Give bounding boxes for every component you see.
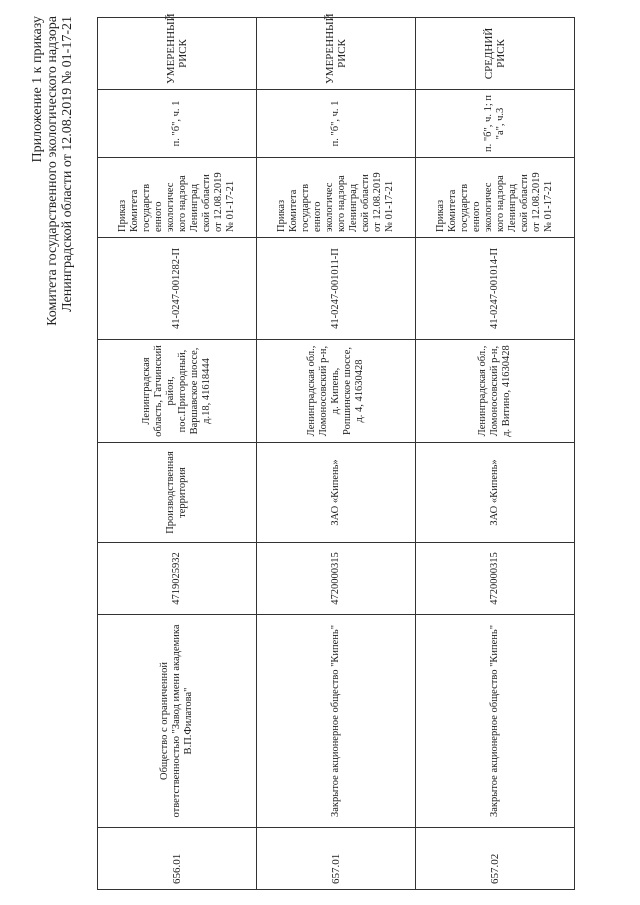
object-code: 41-0247-001011-П — [257, 238, 416, 340]
order-reference: Приказ Комитета государств енного экологичес кого надзора Ленинград ской области от 12.08.2019 № 01-17-21 — [257, 158, 416, 238]
row-number: 657.02 — [416, 828, 575, 890]
table-row — [416, 18, 575, 890]
risk-category: УМЕРЕННЫЙ РИСК — [257, 18, 416, 90]
header-line-2: Комитета государственного экологического надзора — [45, 16, 60, 326]
order-reference: Приказ Комитета государств енного экологичес кого надзора Ленинград ской области от 12.08.2019 № 01-17-21 — [416, 158, 575, 238]
row-number: 656.01 — [98, 828, 257, 890]
row-number: 657.01 — [257, 828, 416, 890]
risk-category: СРЕДНИЙ РИСК — [416, 18, 575, 90]
table-row — [257, 18, 416, 890]
registry-table — [97, 13, 575, 890]
object-name: ЗАО «Кипень» — [257, 443, 416, 543]
organization-name: Закрытое акционерное общество "Кипень" — [257, 615, 416, 828]
organization-name: Общество с ограниченной ответственностью "Завод имени академика В.П.Филатова" — [98, 615, 257, 828]
inn: 4720000315 — [257, 543, 416, 615]
table-row — [98, 18, 257, 890]
order-reference: Приказ Комитета государств енного экологичес кого надзора Ленинград ской области от 12.08.2019 № 01-17-21 — [98, 158, 257, 238]
address: Ленинградская обл., Ломоносовский р-н, д. Кипень, Ропшинское шоссе, д. 4, 41630428 — [257, 340, 416, 443]
address: Ленинградская область, Гатчинский район, пос.Пригородный, Варшавское шоссе, д.18, 41618444 — [98, 340, 257, 443]
address: Ленинградская обл., Ломоносовский р-н, д. Витино, 41630428 — [416, 340, 575, 443]
inn: 4719025932 — [98, 543, 257, 615]
risk-category: УМЕРЕННЫЙ РИСК — [98, 18, 257, 90]
criteria: п. "б", ч. 1; п "а", ч.3 — [416, 90, 575, 158]
object-name: ЗАО «Кипень» — [416, 443, 575, 543]
object-code: 41-0247-001014-П — [416, 238, 575, 340]
object-name: Производственная территория — [98, 443, 257, 543]
organization-name: Закрытое акционерное общество "Кипень" — [416, 615, 575, 828]
header-line-3: Ленинградской области от 12.08.2019 № 01-17-21 — [60, 16, 75, 312]
object-code: 41-0247-001282-П — [98, 238, 257, 340]
header-line-1: Приложение 1 к приказу — [30, 16, 45, 163]
inn: 4720000315 — [416, 543, 575, 615]
criteria: п. "б", ч. 1 — [257, 90, 416, 158]
criteria: п. "б", ч. 1 — [98, 90, 257, 158]
